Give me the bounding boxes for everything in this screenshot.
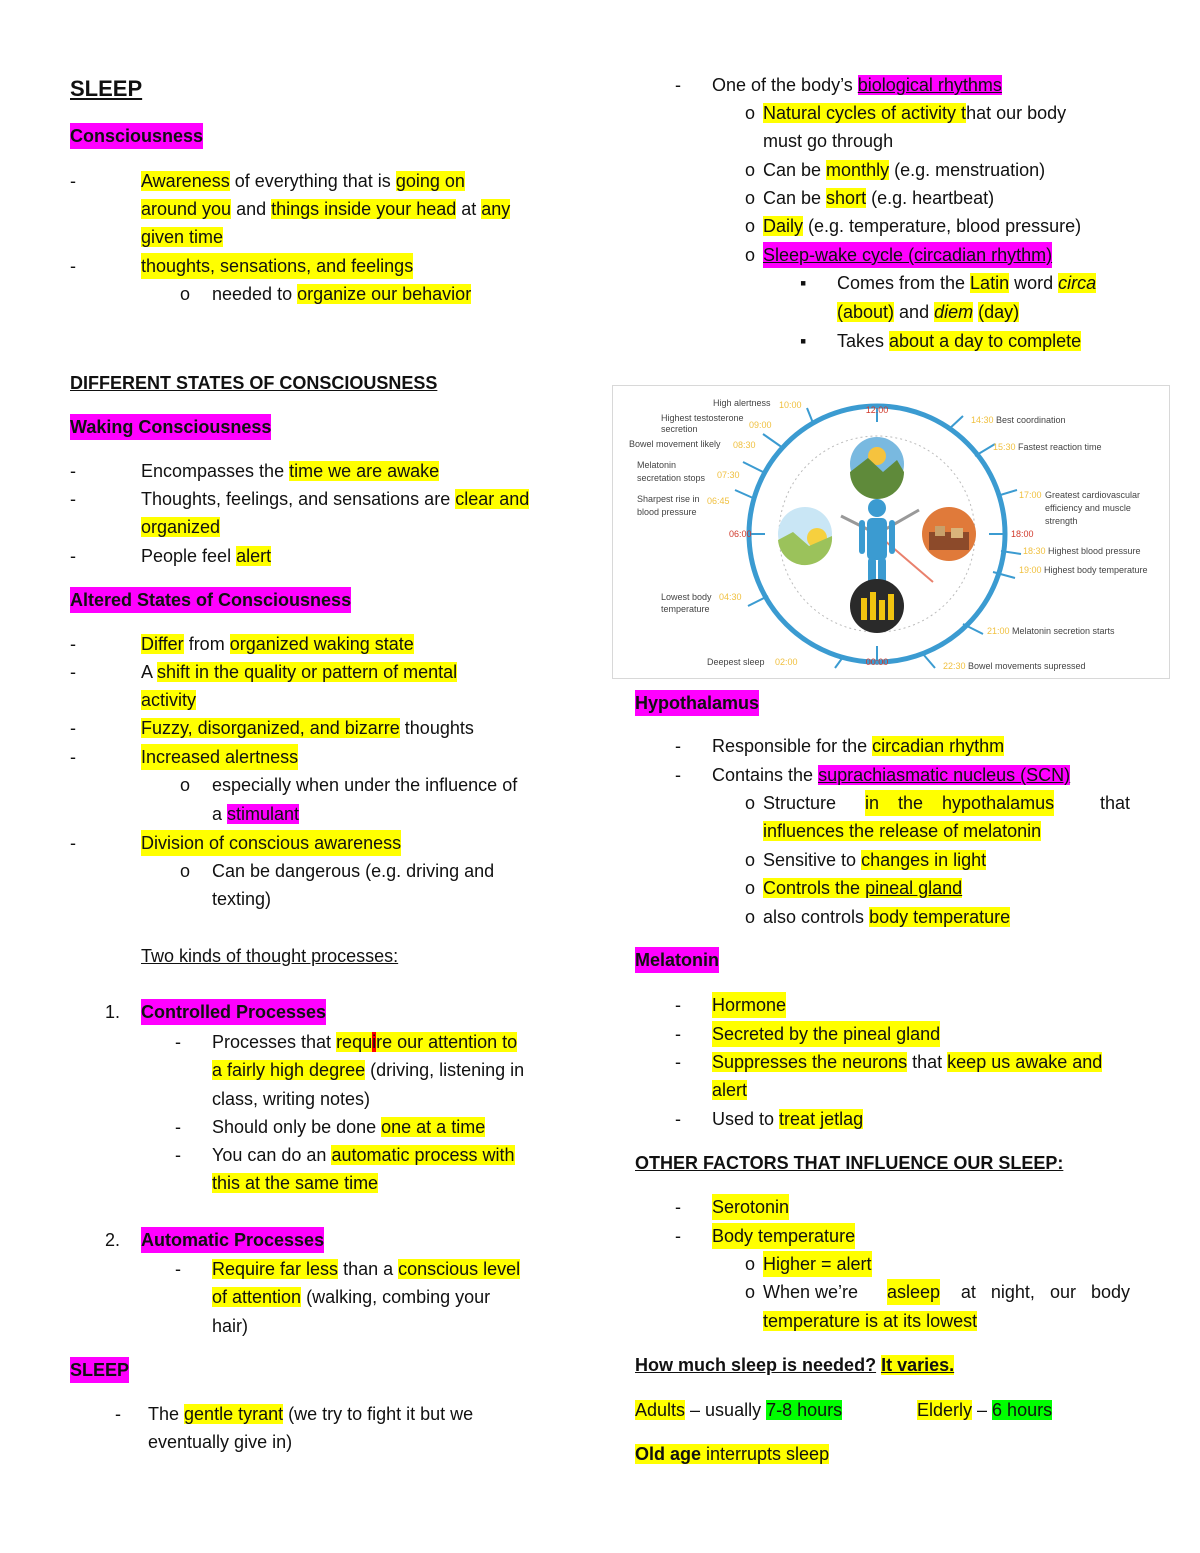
list-item: - Hormone xyxy=(675,992,681,1018)
heading-altered: Altered States of Consciousness xyxy=(70,587,351,613)
list-item: - Encompasses the time we are awake xyxy=(70,461,440,481)
list-item: - Contains the suprachiasmatic nucleus (SCN) xyxy=(675,765,1071,785)
figure-time: 19:00 xyxy=(1019,565,1042,575)
figure-time: 21:00 xyxy=(987,626,1010,636)
list-item: o Higher = alert xyxy=(745,1251,755,1277)
list-item: ▪ Takes about a day to complete xyxy=(800,331,1082,351)
list-item: - A shift in the quality or pattern of mental xyxy=(70,662,458,682)
list-item: o Can be short (e.g. heartbeat) xyxy=(745,188,995,208)
list-item: - Differ from organized waking state xyxy=(70,634,414,654)
clock-label-12: 12:00 xyxy=(865,405,889,415)
figure-label: Bowel movements supressed xyxy=(968,661,1086,671)
list-item: - Serotonin xyxy=(675,1194,681,1220)
list-item: this at the same time xyxy=(212,1173,379,1193)
list-item: around you and things inside your head at any xyxy=(141,199,511,219)
list-item: must go through xyxy=(763,131,894,151)
figure-label: Bowel movement likely xyxy=(629,439,721,449)
list-item: class, writing notes) xyxy=(212,1089,371,1109)
figure-label: efficiency and muscle xyxy=(1045,503,1131,513)
clock-label-00: 00:00 xyxy=(865,657,889,667)
list-item: of attention (walking, combing your xyxy=(212,1287,491,1307)
list-item: eventually give in) xyxy=(148,1432,293,1452)
figure-label: Sharpest rise in xyxy=(637,494,700,504)
list-item: - People feel alert xyxy=(70,546,272,566)
list-item: o especially when under the influence of xyxy=(180,775,518,795)
figure-label: Melatonin xyxy=(637,460,677,470)
list-item: - One of the body’s biological rhythms xyxy=(675,75,1002,95)
heading-thought: Two kinds of thought processes: xyxy=(141,946,399,966)
list-item: (about) and diem (day) xyxy=(837,302,1020,322)
list-item: - Used to treat jetlag xyxy=(675,1109,864,1129)
list-item: organized xyxy=(141,517,221,537)
adults-line: Adults – usually 7-8 hours xyxy=(635,1400,843,1420)
figure-time: 22:30 xyxy=(943,661,966,671)
list-item: - Fuzzy, disorganized, and bizarre thoughts xyxy=(70,718,474,738)
circadian-clock-svg xyxy=(613,386,1169,678)
old-age-line: Old age interrupts sleep xyxy=(635,1444,830,1464)
list-item: - Require far less than a conscious level xyxy=(175,1259,521,1279)
heading-consciousness: Consciousness xyxy=(70,123,203,149)
figure-label: High alertness xyxy=(713,398,771,408)
figure-time: 02:00 xyxy=(775,657,798,667)
list-item: - You can do an automatic process with xyxy=(175,1145,515,1165)
evening-scene-icon xyxy=(922,507,976,561)
figure-time: 07:30 xyxy=(717,470,740,480)
list-item: - Responsible for the circadian rhythm xyxy=(675,736,1005,756)
list-item: o Sleep-wake cycle (circadian rhythm) xyxy=(745,242,755,268)
list-item: temperature is at its lowest xyxy=(763,1311,978,1331)
list-item: o needed to organize our behavior xyxy=(180,284,472,304)
list-item: - Should only be done one at a time xyxy=(175,1117,486,1137)
list-item: alert xyxy=(712,1080,748,1100)
page-title: SLEEP xyxy=(70,76,143,101)
figure-label: secretion xyxy=(661,424,698,434)
list-item: o also controls body temperature xyxy=(745,907,1011,927)
list-item: o Can be dangerous (e.g. driving and xyxy=(180,861,495,881)
figure-time: 04:30 xyxy=(719,592,742,602)
figure-label: temperature xyxy=(661,604,710,614)
list-item: - Suppresses the neurons that keep us awake and xyxy=(675,1052,1103,1072)
figure-label: secretation stops xyxy=(637,473,706,483)
list-item: - Thoughts, feelings, and sensations are clear and xyxy=(70,489,530,509)
list-item: o Controls the pineal gland xyxy=(745,878,963,898)
list-item: a stimulant xyxy=(212,804,300,824)
list-item: a fairly high degree (driving, listening in xyxy=(212,1060,525,1080)
numbered-item: 2. Automatic Processes xyxy=(105,1227,120,1253)
list-item: - Body temperature xyxy=(675,1223,681,1249)
list-item: o Structure in the hypothalamus that xyxy=(745,790,1130,816)
list-item: - Increased alertness xyxy=(70,744,76,770)
figure-time: 06:45 xyxy=(707,496,730,506)
list-item: o Daily (e.g. temperature, blood pressure) xyxy=(745,216,1082,236)
list-item: ▪ Comes from the Latin word circa xyxy=(800,273,1097,293)
clock-label-06: 06:00 xyxy=(729,529,752,539)
list-item: influences the release of melatonin xyxy=(763,821,1042,841)
dawn-scene-icon xyxy=(778,507,832,565)
how-much-question: How much sleep is needed? It varies. xyxy=(635,1355,955,1375)
figure-time: 10:00 xyxy=(779,400,802,410)
list-item: - Awareness of everything that is going on xyxy=(70,171,465,191)
figure-label: Melatonin secretion starts xyxy=(1012,626,1115,636)
figure-label: blood pressure xyxy=(637,507,697,517)
list-item: activity xyxy=(141,690,197,710)
figure-time: 15:30 xyxy=(993,442,1016,452)
figure-time: 17:00 xyxy=(1019,490,1042,500)
figure-label: Fastest reaction time xyxy=(1018,442,1102,452)
morning-scene-icon xyxy=(850,437,904,499)
figure-label: Deepest sleep xyxy=(707,657,765,667)
heading-sleep: SLEEP xyxy=(70,1357,129,1383)
numbered-item: 1. Controlled Processes xyxy=(105,999,120,1025)
list-item: o Sensitive to changes in light xyxy=(745,850,987,870)
figure-time: 09:00 xyxy=(749,420,772,430)
night-scene-icon xyxy=(850,579,904,633)
human-figure-icon xyxy=(859,499,895,590)
figure-label: strength xyxy=(1045,516,1078,526)
list-item: hair) xyxy=(212,1316,249,1336)
heading-states: DIFFERENT STATES OF CONSCIOUSNESS xyxy=(70,373,438,393)
list-item: - The gentle tyrant (we try to fight it but we xyxy=(115,1404,474,1424)
list-item: given time xyxy=(141,227,224,247)
figure-label: Highest testosterone xyxy=(661,413,744,423)
list-item: - thoughts, sensations, and feelings xyxy=(70,253,76,279)
list-item: o Natural cycles of activity that our body xyxy=(745,103,1067,123)
heading-hypothalamus: Hypothalamus xyxy=(635,690,759,716)
list-item: - Division of conscious awareness xyxy=(70,830,76,856)
figure-label: Highest blood pressure xyxy=(1048,546,1141,556)
circadian-clock-figure xyxy=(612,385,1170,679)
list-item: texting) xyxy=(212,889,272,909)
figure-time: 08:30 xyxy=(733,440,756,450)
heading-other: OTHER FACTORS THAT INFLUENCE OUR SLEEP: xyxy=(635,1153,1064,1173)
heading-melatonin: Melatonin xyxy=(635,947,719,973)
elderly-line: Elderly – 6 hours xyxy=(917,1400,1053,1420)
left-labels xyxy=(629,398,802,667)
list-item: o Can be monthly (e.g. menstruation) xyxy=(745,160,1046,180)
figure-label: Highest body temperature xyxy=(1044,565,1148,575)
list-item: - Secreted by the pineal gland xyxy=(675,1021,681,1047)
figure-label: Lowest body xyxy=(661,592,712,602)
list-item: - Processes that require our attention to xyxy=(175,1032,518,1052)
heading-waking: Waking Consciousness xyxy=(70,414,271,440)
clock-label-18: 18:00 xyxy=(1011,529,1034,539)
figure-time: 14:30 xyxy=(971,415,994,425)
figure-label: Greatest cardiovascular xyxy=(1045,490,1141,500)
list-item: o When we’re asleep at night, our body xyxy=(745,1279,1130,1305)
figure-time: 18:30 xyxy=(1023,546,1046,556)
figure-label: Best coordination xyxy=(996,415,1066,425)
